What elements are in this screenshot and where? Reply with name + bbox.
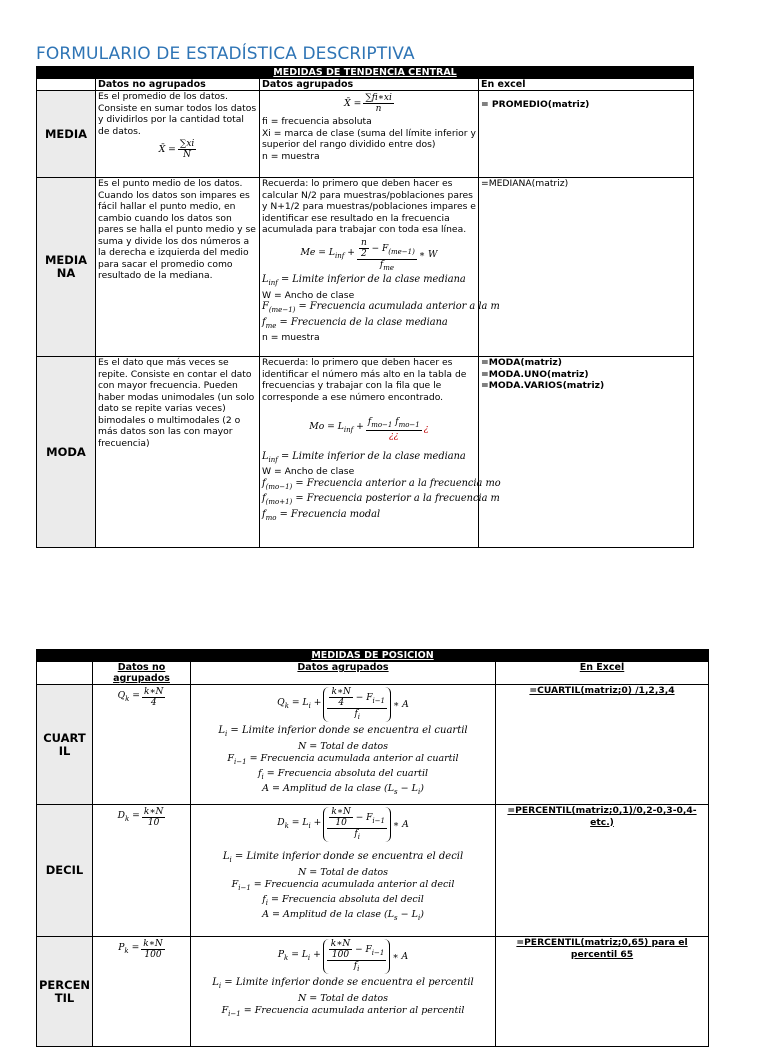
cuartil-def-li: $L_i$ = Limite inferior donde se encuentra el cuartil [218,724,468,738]
row-moda [37,357,694,548]
tendencia-central-banner: MEDIDAS DE TENDENCIA CENTRAL [37,67,694,79]
percentil-agrupados [191,937,496,1047]
cuartil-formula-simple: $Q_k$ = $\frac{k∗N}{4}$ [117,687,164,708]
percentil-def-n: N = Total de datos [297,992,389,1004]
decil-formula: $D_k = L_i$ + $\frac{k∗N}{10}$ − $F_{i-1}$ $f_i$ ∗ A [277,807,409,841]
moda-intro: Recuerda: lo primero que deben hacer es identificar el número más alto en la tabla de frecuencias y trabajar con la fila que le corresponde a ese número encontrado. [262,357,467,403]
percentil-def-facum: $F_{i-1}$ = Frecuencia acumulada anterior al percentil [221,1004,465,1018]
media-note-fi: fi = frecuencia absoluta [262,116,372,127]
mediana-def-facum: $F_{(me-1)}$ = Frecuencia acumulada anterior a la m [262,301,500,315]
mediana-agrupados [260,178,500,357]
percentil-formula-simple: $P_k$ = $\frac{k∗N}{100}$ [118,939,163,960]
header-no-agrupados: Datos no agrupados [96,79,260,91]
media-description: Es el promedio de los datos. Consiste en sumar todos los datos y dividirlos por la cantidad total de datos. [98,91,257,137]
decil-agrupados [191,805,496,937]
media-note-n: n = muestra [262,150,320,162]
decil-no-agrupados [93,805,191,937]
posicion-table [36,649,709,1047]
decil-def-facum: $F_{i-1}$ = Frecuencia acumulada anterior al decil [231,878,455,892]
percentil-formula: $P_k = L_i$ + $\frac{k∗N}{100}$ − $F_{i-1}$ $f_i$ ∗ A [277,939,409,973]
cuartil-def-n: N = Total de datos [297,740,389,752]
cuartil-def-fi: $f_i$ = Frecuencia absoluta del cuartil [257,767,429,781]
cuartil-agrupados [191,685,496,805]
cuartil-no-agrupados [93,685,191,805]
row-percentil [37,937,709,1047]
media-excel [479,91,694,178]
header-excel: En excel [479,79,694,91]
pos-header-agrupados: Datos agrupados [191,662,496,685]
pos-header-no-agrupados: Datos no agrupados [93,662,191,685]
moda-def-fant: $f_{(mo-1)}$ = Frecuencia anterior a la frecuencia mo [262,477,501,491]
media-note-xi: Xi = marca de clase (suma del límite inferior y superior del rango dividido entre dos) [262,127,476,150]
tendencia-central-table [36,66,694,548]
moda-description: Es el dato que más veces se repite. Consiste en contar el dato con mayor frecuencia. Pueden haber modas unimodales (un solo dato se repite varias veces) bimodales o multimodales (2 o más datos son las con mayor frecuencia) [98,357,255,449]
percentil-excel [496,937,709,1047]
cuartil-excel [496,685,709,805]
mediana-excel-formula: =MEDIANA(matriz) [481,178,569,189]
row-mediana [37,178,694,357]
cuartil-def-facum: $F_{i-1}$ = Frecuencia acumulada anterior al cuartil [227,752,459,766]
mediana-def-fme: $f_{me}$ = Frecuencia de la clase mediana [262,316,448,330]
decil-excel [496,805,709,937]
media-excel-formula: = PROMEDIO(matriz) [481,99,590,110]
mediana-description: Es el punto medio de los datos. Cuando los datos son impares es fácil hallar el punto medio, en cambio cuando los datos son pares se halla el punto medio y se suma y divide los dos números a la derecha e izquierda del medio para sacar el promedio como resultado de la mediana. [98,178,256,281]
mediana-def-w: W = Ancho de clase [262,289,355,301]
mediana-excel [479,178,694,357]
row-decil [37,805,709,937]
mediana-no-agrupados [96,178,260,357]
media-agrupados [260,91,479,178]
cuartil-formula: $Q_k = L_i$ + $\frac{k∗N}{4}$ − $F_{i-1}$ $f_i$ ∗ A [277,687,409,721]
moda-def-fmo: $f_{mo}$ = Frecuencia modal [262,508,381,522]
percentil-no-agrupados [93,937,191,1047]
label-media: MEDIA [37,91,96,178]
label-percentil: PERCEN TIL [37,937,93,1047]
mediana-def-n: n = muestra [262,332,320,344]
cuartil-excel-formula: =CUARTIL(matriz;0) /1,2,3,4 [529,685,675,696]
posicion-banner: MEDIDAS DE POSICION [37,650,709,662]
moda-excel-3: =MODA.VARIOS(matriz) [481,380,605,391]
decil-def-li: $L_i$ = Limite inferior donde se encuentra el decil [222,850,464,864]
header-blank [37,79,96,91]
moda-no-agrupados [96,357,260,548]
media-no-agrupados [96,91,260,178]
percentil-excel-formula: =PERCENTIL(matriz;0,65) para el percentil 65 [516,937,688,960]
moda-excel-1: =MODA(matriz) [481,357,562,368]
moda-formula: $Mo = L_{inf}$ + $f_{mo-1}$ $f_{mo-1}$ ¿¿ ¿ [309,417,429,441]
label-mediana: MEDIA NA [37,178,96,357]
moda-def-w: W = Ancho de clase [262,466,355,478]
label-moda: MODA [37,357,96,548]
header-agrupados: Datos agrupados [260,79,479,91]
row-media [37,91,694,178]
moda-excel [479,357,694,548]
pos-header-excel: En Excel [496,662,709,685]
decil-def-fi: $f_i$ = Frecuencia absoluta del decil [262,893,424,907]
label-decil: DECIL [37,805,93,937]
decil-def-a: A = Amplitud de la clase $(L_s - L_i)$ [262,908,424,922]
decil-formula-simple: $D_k$ = $\frac{k∗N}{10}$ [117,807,164,828]
page-title: FORMULARIO DE ESTADÍSTICA DESCRIPTIVA [36,44,415,64]
moda-def-linf: $L_{inf}$ = Limite inferior de la clase mediana [262,450,466,464]
mediana-formula: $Me = L_{inf}$ + $\frac{n}{2}$ − $F_{(me-1)}$ $f_{me}$ ∗ W [300,237,438,272]
media-formula-simple: X̄ = $\frac{\sum xi}{N}$ [158,139,195,160]
decil-def-n: N = Total de datos [297,866,389,878]
moda-agrupados [260,357,501,548]
cuartil-def-a: A = Amplitud de la clase $(L_s - L_i)$ [262,782,424,796]
media-formula-agrupada: X̄ = $\frac{\sum fi∗xi}{n}$ [344,93,392,114]
percentil-def-li: $L_i$ = Limite inferior donde se encuentra el percentil [212,976,474,990]
label-cuartil: CUART IL [37,685,93,805]
mediana-def-linf: $L_{inf}$ = Limite inferior de la clase mediana [262,274,466,288]
pos-header-blank [37,662,93,685]
mediana-intro: Recuerda: lo primero que deben hacer es calcular N/2 para muestras/poblaciones pares y N+1/2 para muestras/poblaciones impares e identificar ese resultado en la frecuencia acumulada para trabajar con toda esa línea. [262,178,476,235]
moda-excel-2: =MODA.UNO(matriz) [481,368,589,380]
decil-excel-formula: =PERCENTIL(matriz;0,1)/0,2-0,3-0,4-etc.) [507,805,697,828]
row-cuartil [37,685,709,805]
moda-def-fpost: $f_{(mo+1)}$ = Frecuencia posterior a la frecuencia m [262,493,500,507]
